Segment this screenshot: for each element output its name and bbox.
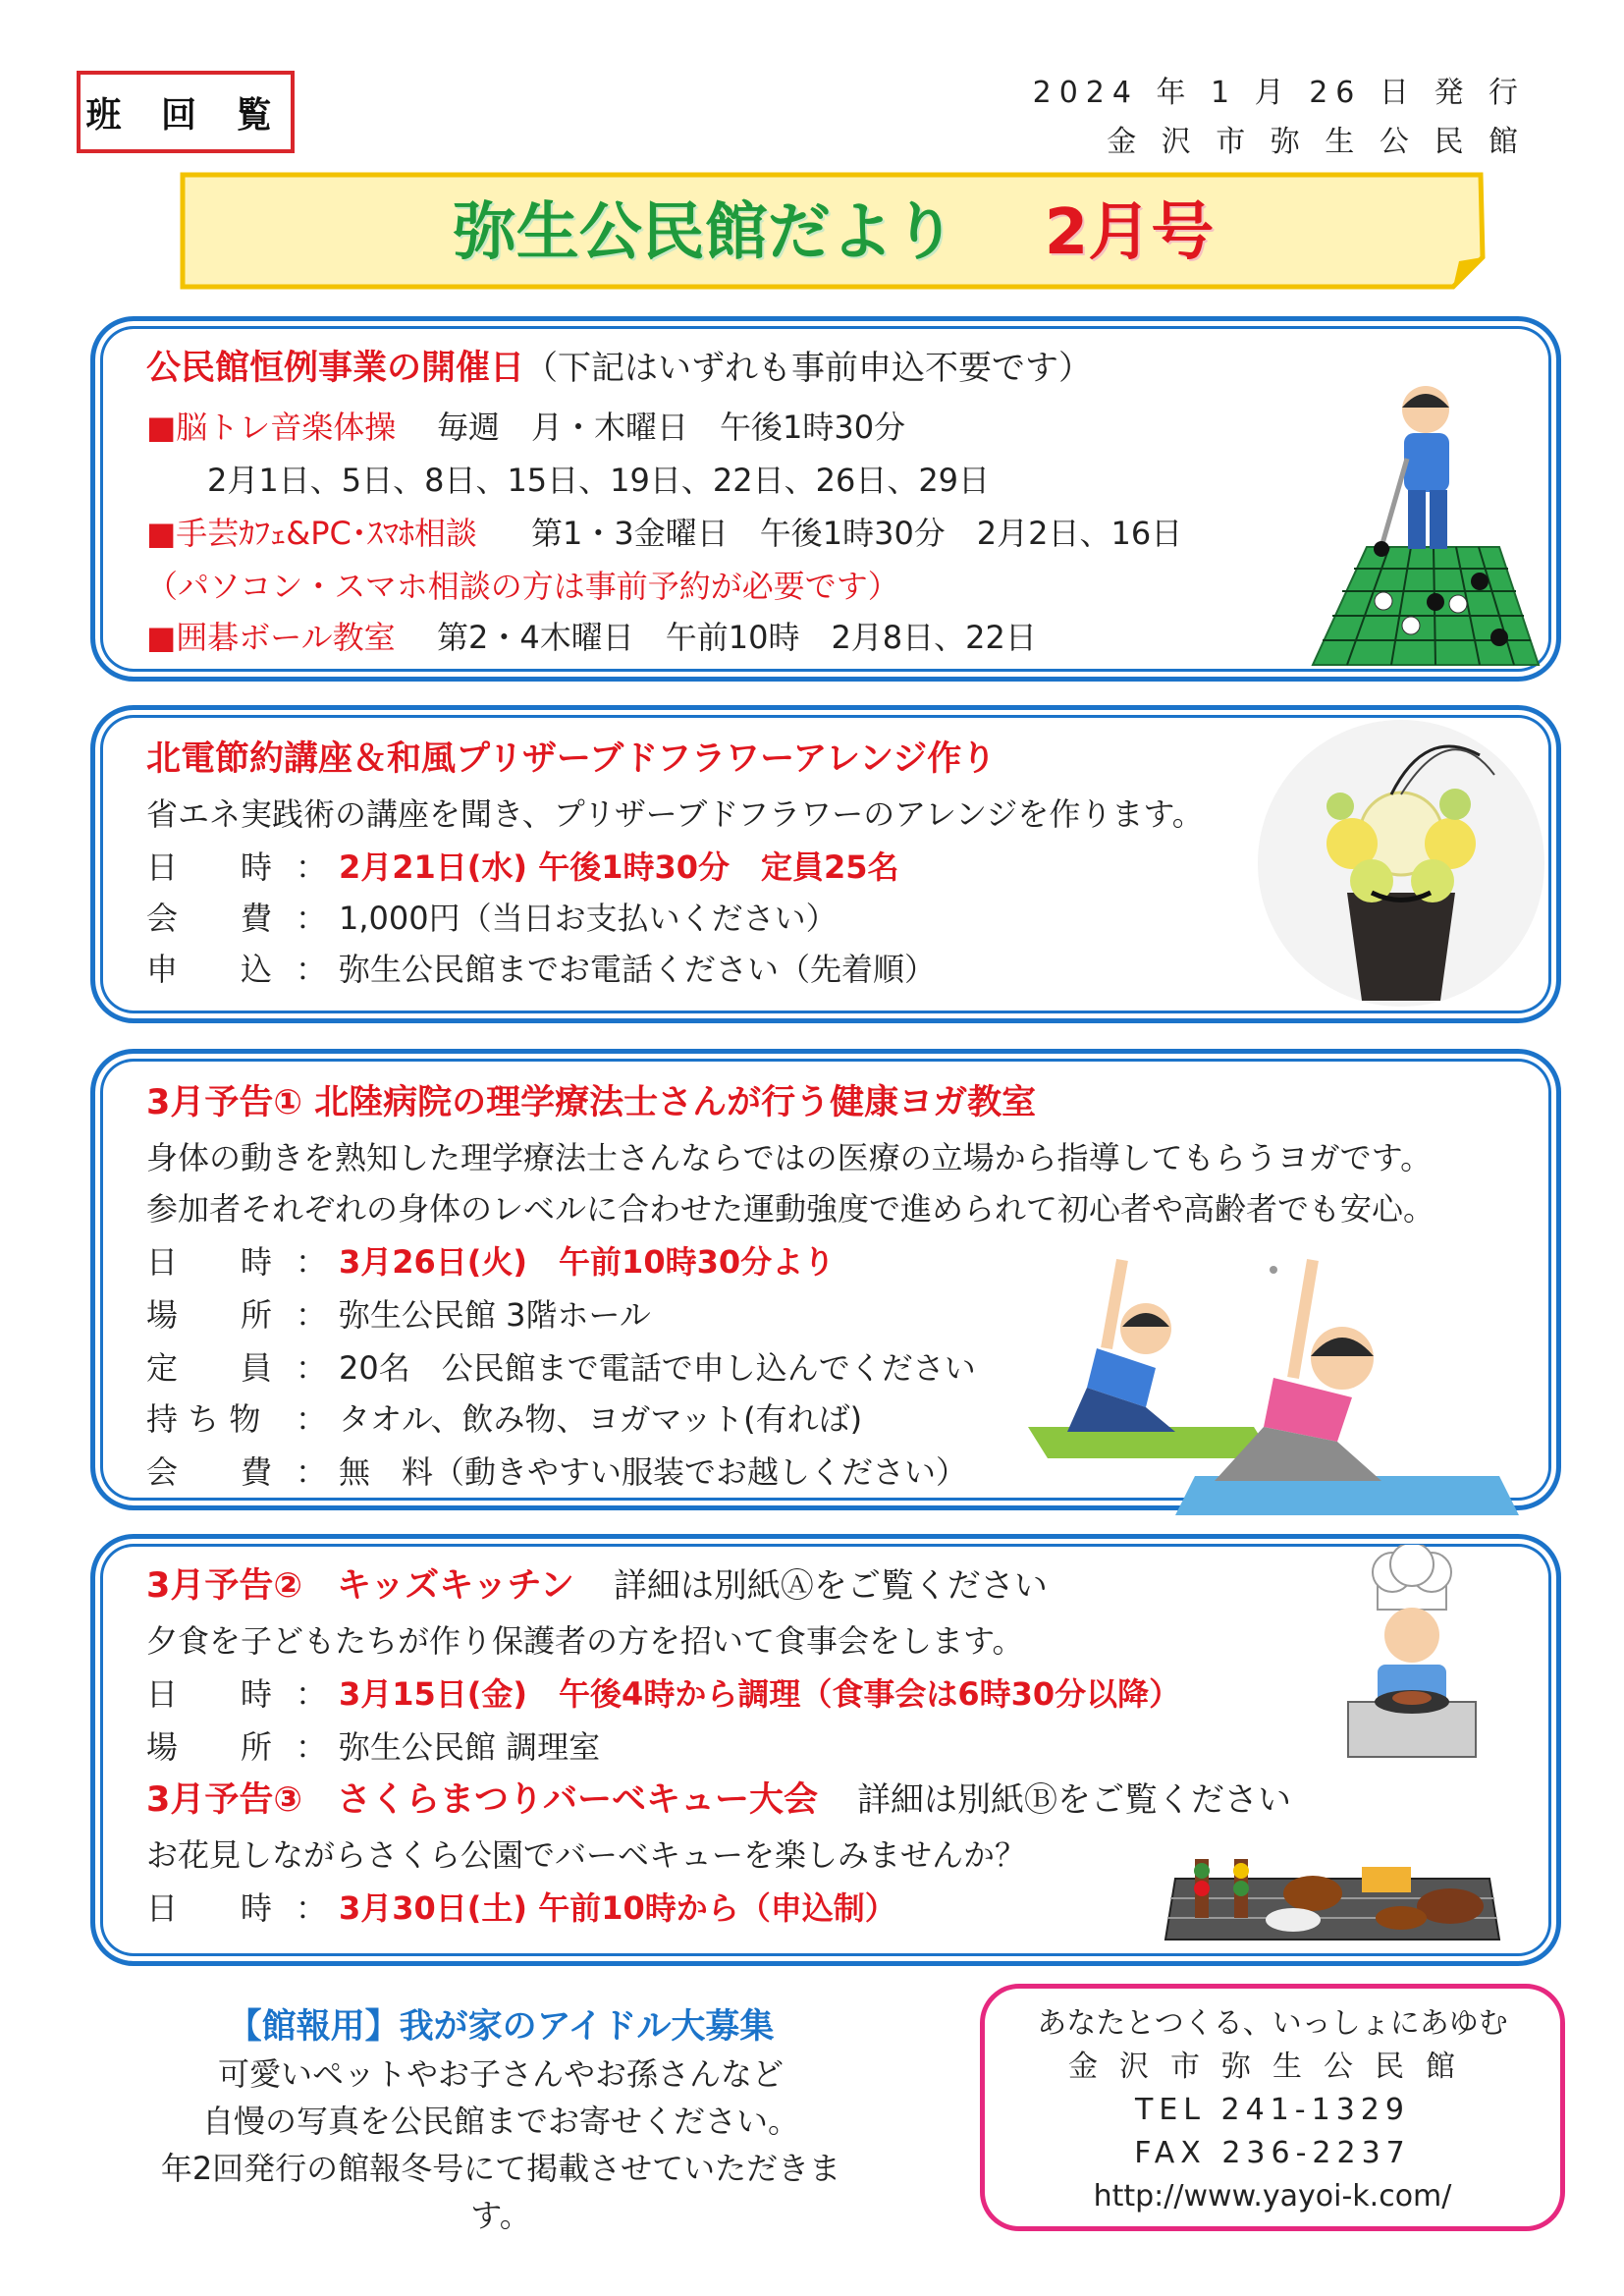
- go-ball-player-illustration: [1273, 380, 1558, 675]
- idol-line-3: 年2回発行の館報冬号にて掲載させていただきます。: [160, 2150, 841, 2234]
- event-name-brain-music: ■脳トレ音楽体操: [146, 409, 397, 446]
- contact-slogan: あなたとつくる、いっしょにあゆむ: [1037, 2006, 1508, 2041]
- issue-date: 2024 年 1 月 26 日 発 行: [1032, 76, 1526, 110]
- section4-bbq-title: 3月予告③ さくらまつりバーベキュー大会: [146, 1780, 818, 1820]
- idol-recruitment: [147, 2003, 854, 2239]
- section4-kids-value-datetime: 3月15日(金) 午後4時から調理（食事会は6時30分以降）: [339, 1675, 1181, 1713]
- section3-value-bring: タオル、飲み物、ヨガマット(有れば): [339, 1400, 863, 1438]
- section3-label-datetime: 日 時: [146, 1243, 273, 1281]
- section4-kids-label-datetime: 日 時: [146, 1675, 273, 1713]
- section-yoga-class: 3月予告① 北陸病院の理学療法士さんが行う健康ヨガ教室 身体の動きを熟知した理学療法士さんならではの医療の立場から指導してもらうヨガです。 参加者それぞれの身体のレベルに合わせた運動強度で進められて初心者や高齢者でも安心。 日 時 ： 3月26日(火) 午前10時30分より 場 所 ： 弥生公民館 3階ホール 定 員 ： 20名 公民館まで電話で申し込んでください 持 ち 物 ： タオル、飲み物、ヨガマット(有れば) 会 費 ： 無 料（動きやすい服装でお越しください）: [90, 1049, 1561, 1510]
- event-dates-brain-music: 2月1日、5日、8日、15日、19日、22日、26日、29日: [207, 462, 991, 499]
- section2-value-fee: 1,000円（当日お支払いください）: [339, 900, 838, 937]
- section4-bbq-note: 詳細は別紙Ⓑをご覧ください: [857, 1780, 1291, 1820]
- section2-title: 北電節約講座＆和風プリザーブドフラワーアレンジ作り: [146, 739, 997, 779]
- contact-org-name: 金沢市弥生公民館: [1068, 2050, 1477, 2084]
- event-time-go-ball: 第2・4木曜日 午前10時 2月8日、22日: [437, 619, 1037, 656]
- section3-value-place: 弥生公民館 3階ホール: [339, 1296, 651, 1334]
- newsletter-banner: [177, 169, 1490, 295]
- bbq-grill-illustration: [1156, 1849, 1509, 1947]
- publisher-name: 金 沢 市 弥 生 公 民 館: [1107, 125, 1526, 159]
- section3-value-capacity: 20名 公民館まで電話で申し込んでください: [339, 1349, 976, 1387]
- event-time-craft-cafe: 第1・3金曜日 午後1時30分 2月2日、16日: [531, 515, 1183, 552]
- section3-desc2: 参加者それぞれの身体のレベルに合わせた運動強度で進められて初心者や高齢者でも安心。: [146, 1190, 1435, 1228]
- section2-desc: 省エネ実践術の講座を聞き、プリザーブドフラワーのアレンジを作ります。: [146, 795, 1204, 833]
- event-name-go-ball: ■囲碁ボール教室: [146, 619, 396, 656]
- contact-fax: FAX 236-2237: [1134, 2136, 1411, 2170]
- newsletter-month: 2月号: [1044, 196, 1215, 269]
- idol-title: 【館報用】我が家のアイドル大募集: [227, 2007, 775, 2047]
- section2-label-datetime: 日 時: [146, 848, 273, 886]
- event-time-brain-music: 毎週 月・木曜日 午後1時30分: [437, 409, 906, 446]
- section3-value-fee: 無 料（動きやすい服装でお越しください）: [339, 1453, 968, 1491]
- section2-label-apply: 申 込: [146, 951, 273, 988]
- section4-kids-title: 3月予告② キッズキッチン: [146, 1566, 574, 1606]
- issue-info: [1033, 69, 1526, 167]
- section3-title: 3月予告① 北陸病院の理学療法士さんが行う健康ヨガ教室: [146, 1083, 1037, 1122]
- section4-kids-value-place: 弥生公民館 調理室: [339, 1728, 601, 1766]
- section3-desc1: 身体の動きを熟知した理学療法士さんならではの医療の立場から指導してもらうヨガです。: [146, 1139, 1433, 1176]
- newsletter-title: 弥生公民館だより: [453, 196, 956, 269]
- event-note-pc-consult: （パソコン・スマホ相談の方は事前予約が必要です）: [146, 568, 899, 605]
- section3-label-capacity: 定 員: [146, 1349, 273, 1387]
- section-regular-events: [90, 316, 1561, 682]
- preserved-flower-photo: [1254, 716, 1548, 1011]
- section4-kids-note: 詳細は別紙Ⓐをご覧ください: [613, 1566, 1048, 1606]
- section4-bbq-value-datetime: 3月30日(土) 午前10時から（申込制）: [339, 1889, 896, 1927]
- section4-bbq-label-datetime: 日 時: [146, 1889, 273, 1927]
- section2-value-datetime: 2月21日(水) 午後1時30分 定員25名: [339, 848, 899, 886]
- yoga-illustration: [1028, 1230, 1539, 1515]
- section4-kids-label-place: 場 所: [146, 1728, 273, 1766]
- section2-label-fee: 会 費: [146, 900, 273, 937]
- section3-label-place: 場 所: [146, 1296, 273, 1334]
- section-march-events: 3月予告② キッズキッチン 詳細は別紙Ⓐをご覧ください 夕食を子どもたちが作り保護者の方を招いて食事会をします。 日 時 ： 3月15日(金) 午後4時から調理（食事会は6時30分以降） 場 所 ： 弥生公民館 調理室 3月予告③ さくらまつりバーベキュー大会 詳細は別紙Ⓑをご覧ください お花見しながらさくら公園でバーベキューを楽しみませんか？ 日 時 ： 3月30日(土) 午前10時から（申込制）: [90, 1534, 1561, 1966]
- section2-value-apply: 弥生公民館までお電話ください（先着順）: [339, 951, 937, 988]
- section3-label-fee: 会 費: [146, 1453, 273, 1491]
- section3-value-datetime: 3月26日(火) 午前10時30分より: [339, 1243, 836, 1281]
- section1-note: （下記はいずれも事前申込不要です）: [524, 349, 1093, 388]
- circulation-stamp: 班 回 覧: [77, 71, 295, 153]
- section4-kids-desc: 夕食を子どもたちが作り保護者の方を招いて食事会をします。: [146, 1622, 1024, 1660]
- section-flower-workshop: 北電節約講座＆和風プリザーブドフラワーアレンジ作り 省エネ実践術の講座を聞き、プリザーブドフラワーのアレンジを作ります。 日 時 ： 2月21日(水) 午後1時30分 定員25名 会 費 ： 1,000円（当日お支払いください） 申 込 ： 弥生公民館までお電話ください（先着順）: [90, 705, 1561, 1023]
- event-name-craft-cafe: ■手芸ｶﾌｪ&PC･ｽﾏﾎ相談: [146, 515, 477, 552]
- section4-bbq-desc: お花見しながらさくら公園でバーベキューを楽しみませんか？: [146, 1836, 1027, 1874]
- idol-line-1: 可愛いペットやお子さんやお孫さんなど: [217, 2055, 784, 2093]
- contact-tel: TEL 241-1329: [1135, 2093, 1410, 2127]
- section3-label-bring: 持 ち 物: [146, 1400, 261, 1438]
- kid-chef-illustration: [1338, 1545, 1495, 1761]
- idol-line-2: 自慢の写真を公民館までお寄せください。: [201, 2103, 799, 2140]
- contact-url-link[interactable]: http://www.yayoi-k.com/: [1093, 2179, 1452, 2214]
- section1-title: 公民館恒例事業の開催日: [146, 349, 525, 388]
- contact-box: [980, 1984, 1565, 2231]
